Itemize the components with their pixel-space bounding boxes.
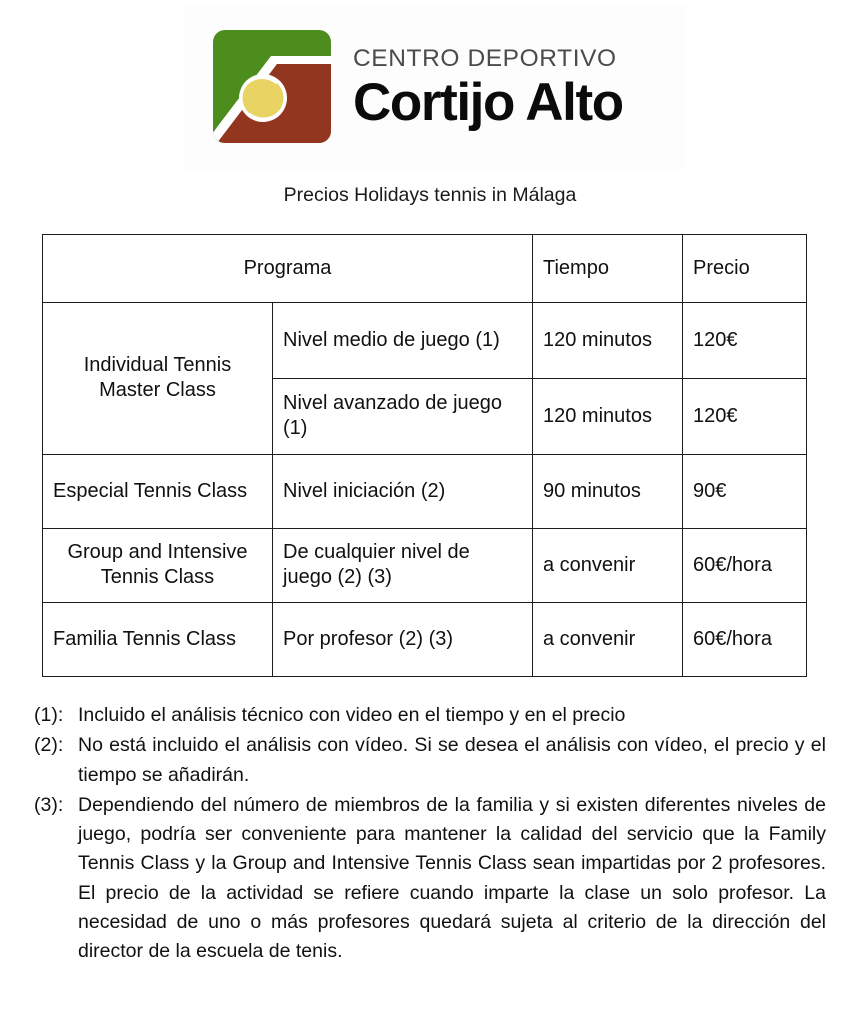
cell-price: 90€ xyxy=(683,455,807,529)
page-title: Precios Holidays tennis in Málaga xyxy=(283,184,577,206)
footnote-1 xyxy=(34,701,826,730)
cell-level: Nivel medio de juego (1) xyxy=(273,303,533,379)
footnote-marker: (1): xyxy=(34,704,64,726)
cell-price: 120€ xyxy=(683,303,807,379)
brand-name: Cortijo Alto xyxy=(353,72,623,132)
brand-logo-block xyxy=(185,5,685,170)
footnote-text: Dependiendo del número de miembros de la familia y si existen diferentes niveles de juego, podría ser conveniente para mantener la calidad del servicio que la Family Tennis Class y la Group and Intensive Tennis Class sean impartidas por 2 profesores. El precio de la actividad se refiere cuando imparte la clase un solo profesor. La necesidad de uno o más profesores quedará sujeta al criterio de la dirección del director de la escuela de tenis. xyxy=(78,793,826,962)
footnote-2 xyxy=(34,731,826,790)
column-header-tiempo: Tiempo xyxy=(533,235,683,303)
table-row xyxy=(43,303,807,379)
footnote-text: Incluido el análisis técnico con video en el tiempo y en el precio xyxy=(78,704,626,726)
footnote-marker: (2): xyxy=(34,734,64,757)
footnote-marker: (3): xyxy=(34,793,64,816)
cortijo-alto-tennis-court-logo-icon xyxy=(213,30,331,143)
cell-price: 60€/hora xyxy=(683,603,807,677)
cell-time: a convenir xyxy=(533,603,683,677)
table-row xyxy=(43,529,807,603)
pricing-table xyxy=(42,234,807,677)
column-header-precio: Precio xyxy=(683,235,807,303)
cell-program: Individual Tennis Master Class xyxy=(43,303,273,455)
brand-wordmark xyxy=(353,47,673,130)
cell-price: 60€/hora xyxy=(683,529,807,603)
footnote-text: No está incluido el análisis con vídeo. Si se desea el análisis con vídeo, el precio y el tiempo se añadirán. xyxy=(78,734,826,786)
table-row xyxy=(43,603,807,677)
cell-time: 120 minutos xyxy=(533,379,683,455)
cell-level: Nivel iniciación (2) xyxy=(273,455,533,529)
table-header-row xyxy=(43,235,807,303)
cell-program: Familia Tennis Class xyxy=(43,603,273,677)
cell-time: 120 minutos xyxy=(533,303,683,379)
cell-time: 90 minutos xyxy=(533,455,683,529)
footnote-3 xyxy=(34,791,826,967)
cell-time: a convenir xyxy=(533,529,683,603)
column-header-programa: Programa xyxy=(43,235,533,303)
footnotes-section xyxy=(34,701,826,967)
tennis-ball-icon xyxy=(239,74,287,122)
cell-level: De cualquier nivel de juego (2) (3) xyxy=(273,529,533,603)
table-row xyxy=(43,455,807,529)
cell-program: Especial Tennis Class xyxy=(43,455,273,529)
cell-price: 120€ xyxy=(683,379,807,455)
cell-level: Por profesor (2) (3) xyxy=(273,603,533,677)
cell-program: Group and Intensive Tennis Class xyxy=(43,529,273,603)
brand-tagline: CENTRO DEPORTIVO xyxy=(353,45,617,72)
cell-level: Nivel avanzado de juego (1) xyxy=(273,379,533,455)
